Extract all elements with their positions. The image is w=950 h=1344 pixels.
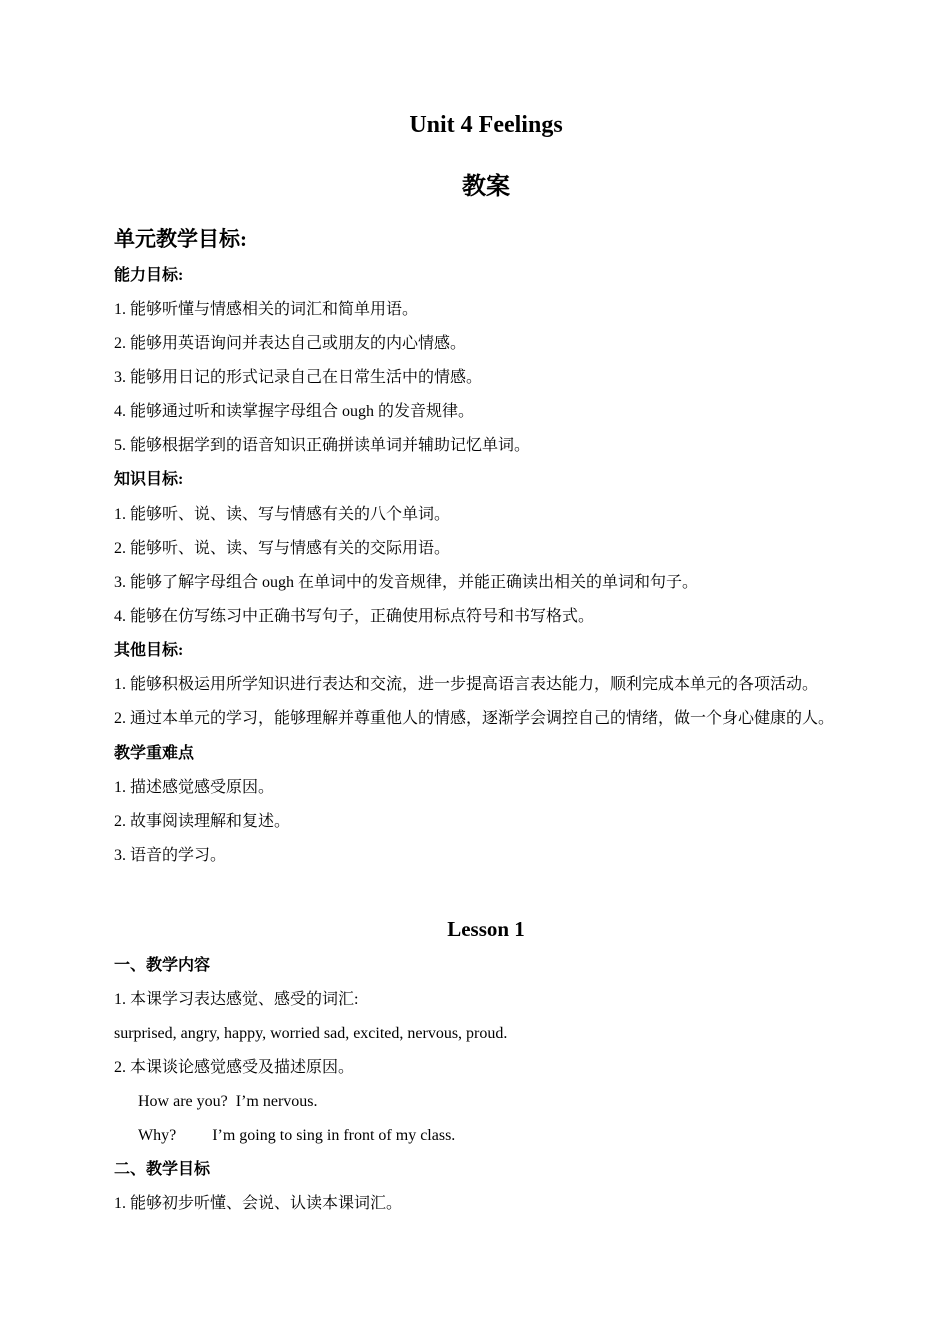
dialogue-question: Why? [138, 1127, 177, 1144]
key-point-item: 1. 描述感觉感受原因。 [114, 779, 275, 796]
key-point-item: 2. 故事阅读理解和复述。 [114, 813, 291, 830]
other-heading: 其他目标: [114, 642, 184, 659]
ability-item: 2. 能够用英语询问并表达自己或朋友的内心情感。 [114, 335, 467, 352]
key-points-heading: 教学重难点 [114, 745, 195, 762]
ability-heading: 能力目标: [114, 267, 184, 284]
key-point-item: 3. 语音的学习。 [114, 847, 227, 864]
dialogue-answer: I’m going to sing in front of my class. [212, 1127, 456, 1144]
unit-objectives-heading: 单元教学目标: [114, 227, 247, 251]
ability-item: 1. 能够听懂与情感相关的词汇和简单用语。 [114, 301, 419, 318]
ability-item: 4. 能够通过听和读掌握字母组合 ough 的发音规律。 [114, 403, 475, 420]
knowledge-item: 1. 能够听、说、读、写与情感有关的八个单词。 [114, 506, 451, 523]
knowledge-heading: 知识目标: [114, 471, 184, 488]
objectives-heading: 二、教学目标 [114, 1161, 211, 1178]
lesson-title: Lesson 1 [447, 917, 525, 941]
dialogue-line [138, 1092, 318, 1112]
content-item: 2. 本课谈论感觉感受及描述原因。 [114, 1059, 355, 1076]
dialogue-question: How are you? [138, 1093, 228, 1110]
knowledge-item: 4. 能够在仿写练习中正确书写句子，正确使用标点符号和书写格式。 [114, 608, 595, 625]
other-item: 2. 通过本单元的学习，能够理解并尊重他人的情感，逐渐学会调控自己的情绪，做一个身心健康的人。 [114, 710, 835, 727]
knowledge-item: 3. 能够了解字母组合 ough 在单词中的发音规律，并能正确读出相关的单词和句子。 [114, 574, 699, 591]
other-item: 1. 能够积极运用所学知识进行表达和交流，进一步提高语言表达能力，顺利完成本单元的各项活动。 [114, 676, 819, 693]
ability-item: 3. 能够用日记的形式记录自己在日常生活中的情感。 [114, 369, 483, 386]
ability-item: 5. 能够根据学到的语音知识正确拼读单词并辅助记忆单词。 [114, 437, 531, 454]
content-item: 1. 本课学习表达感觉、感受的词汇: [114, 991, 359, 1008]
objectives-item: 1. 能够初步听懂、会说、认读本课词汇。 [114, 1195, 403, 1212]
document-subtitle: 教案 [462, 174, 510, 200]
dialogue-line [138, 1126, 455, 1146]
content-heading: 一、教学内容 [114, 957, 211, 974]
dialogue-answer: I’m nervous. [235, 1093, 318, 1110]
knowledge-item: 2. 能够听、说、读、写与情感有关的交际用语。 [114, 540, 451, 557]
vocabulary-list: surprised, angry, happy, worried sad, excited, nervous, proud. [114, 1025, 508, 1042]
document-title: Unit 4 Feelings [409, 112, 563, 138]
